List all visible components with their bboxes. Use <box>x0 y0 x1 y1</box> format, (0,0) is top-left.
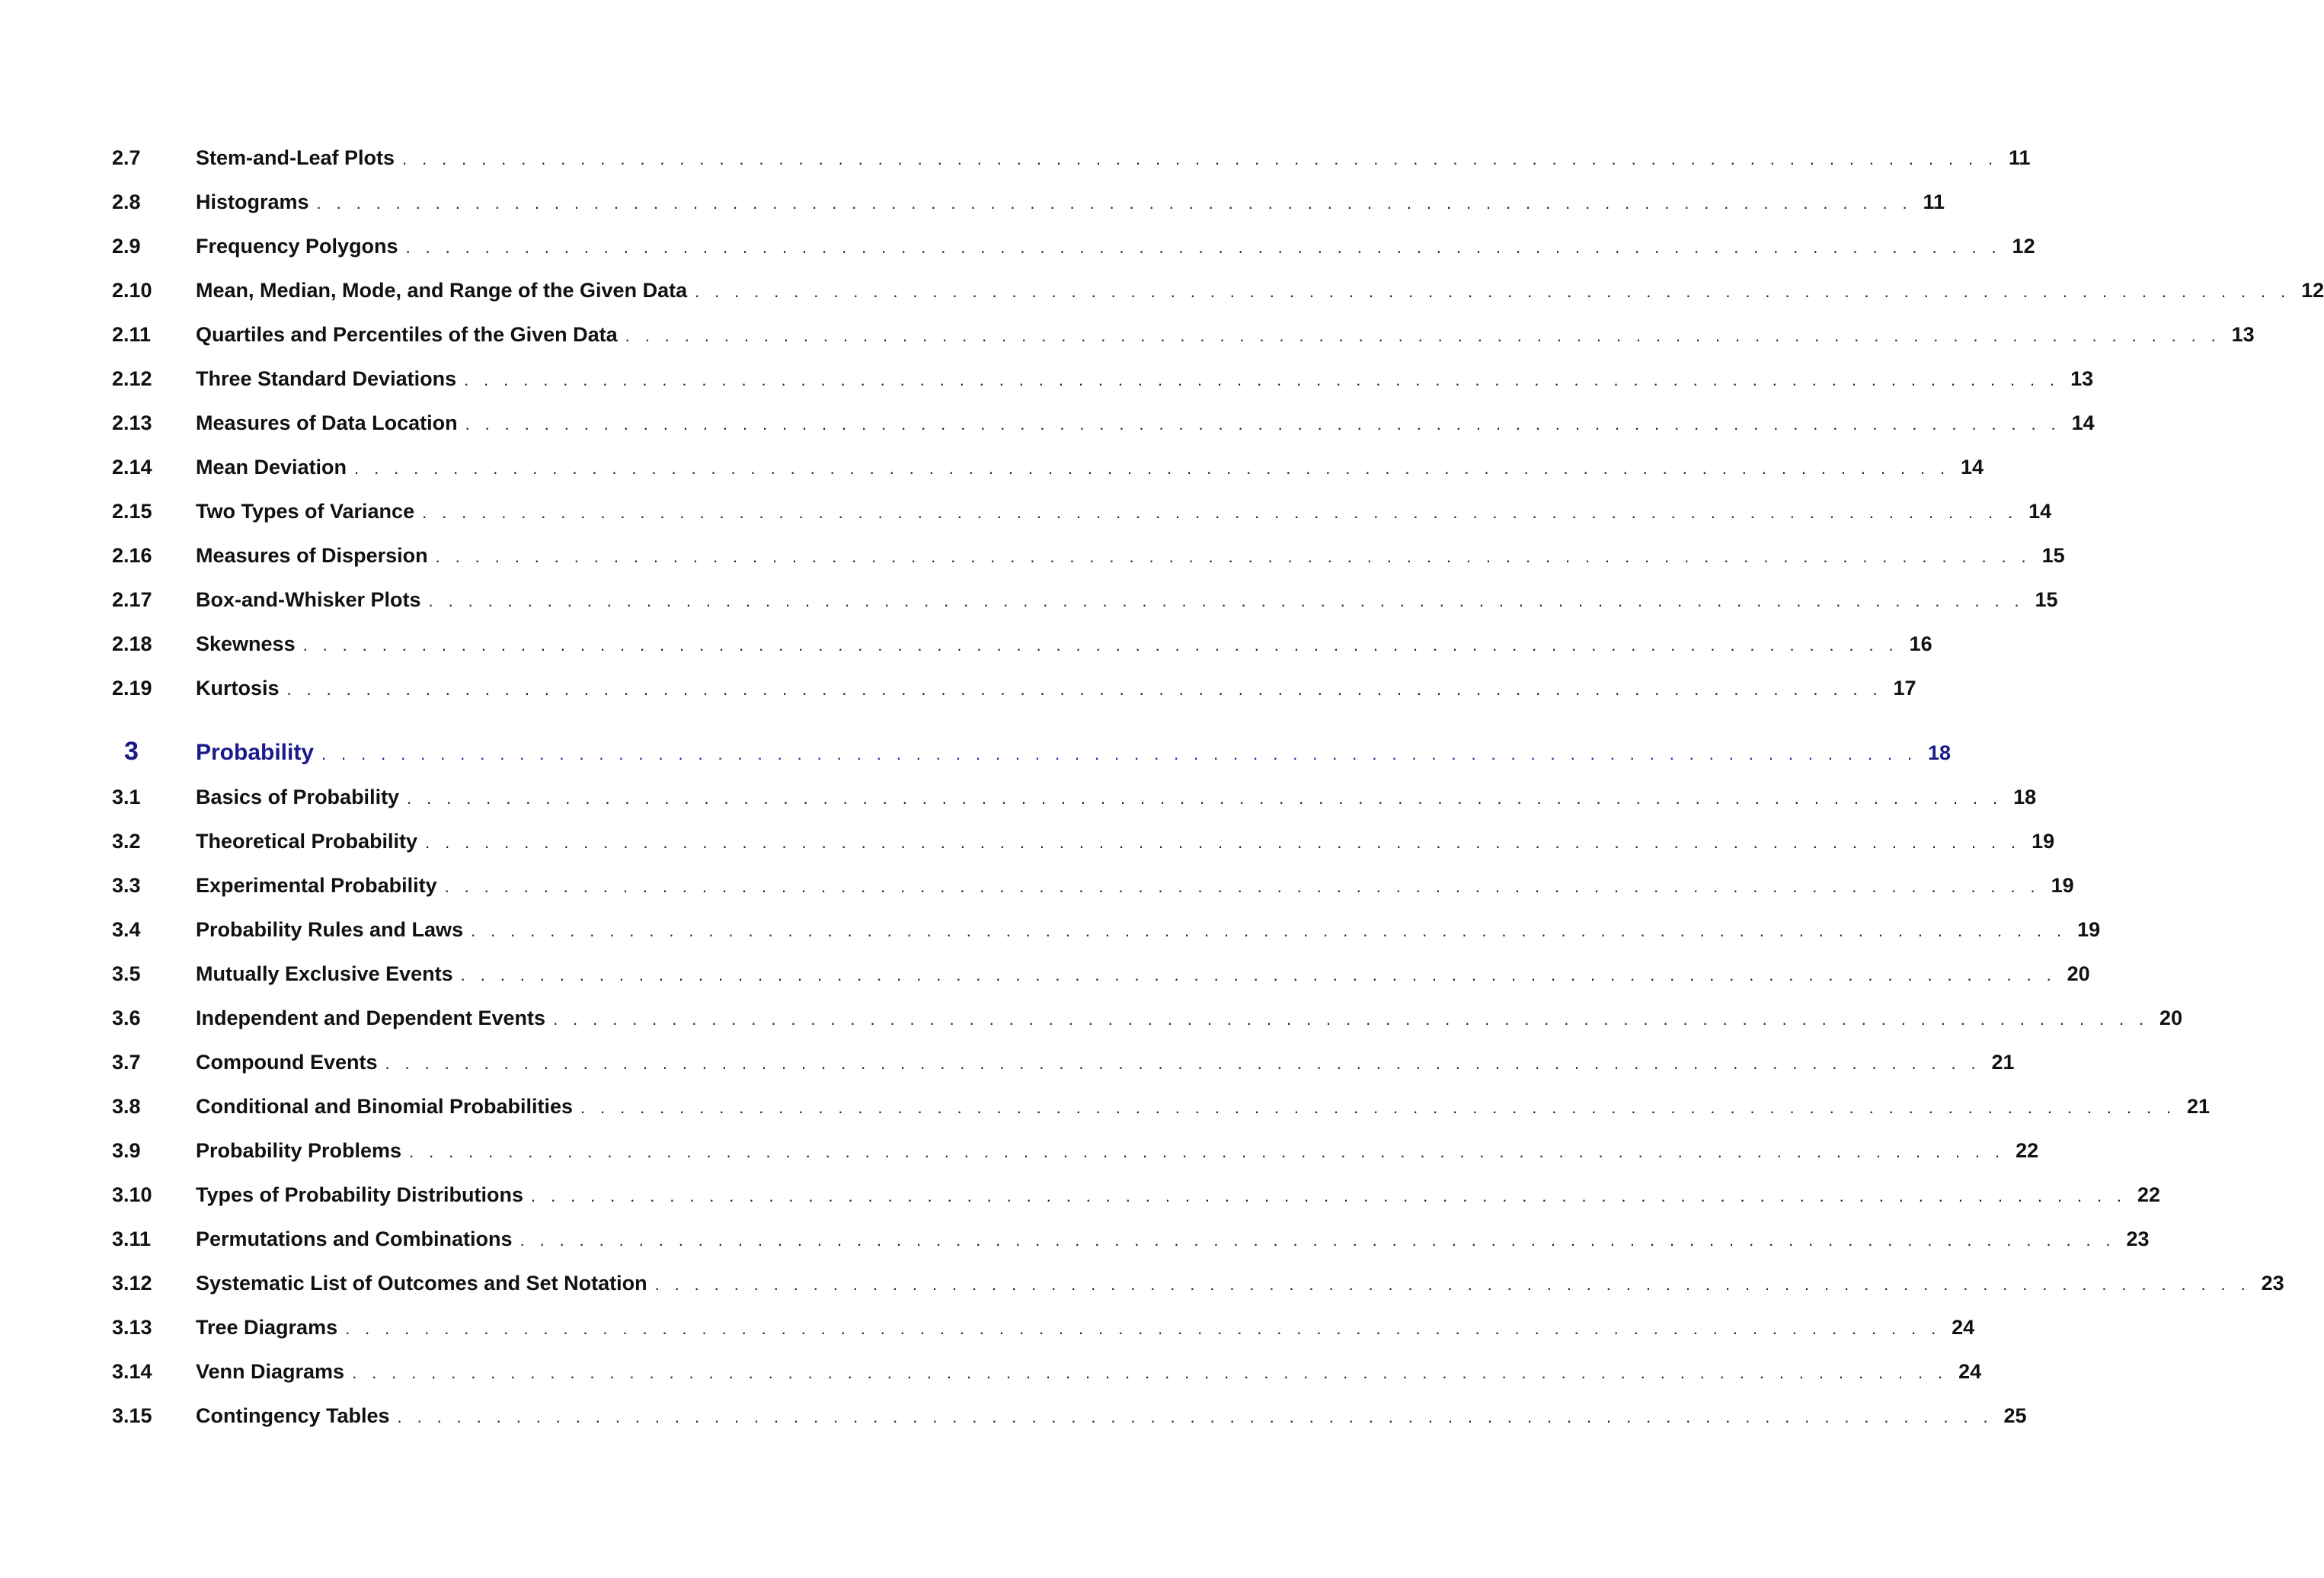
toc-entry[interactable] <box>112 363 2094 394</box>
section-title: Basics of Probability <box>196 786 400 808</box>
section-title: Systematic List of Outcomes and Set Notation <box>196 1272 647 1295</box>
page-number: 21 <box>2187 1095 2211 1118</box>
page-number: 11 <box>2009 146 2031 169</box>
toc-entry[interactable] <box>112 1003 2183 1033</box>
dot-leader: . . . . . . . . . . . . . . . . . . . . . . . . . . . . . . . . . . . . . . . . . . . . . . . . . . . . . . . . . . . . . . . . . . . . . . . . . . . . . . . . . <box>402 149 1999 168</box>
toc-entry[interactable] <box>112 1268 2284 1298</box>
dot-leader: . . . . . . . . . . . . . . . . . . . . . . . . . . . . . . . . . . . . . . . . . . . . . . . . . . . . . . . . . . . . . . . . . . . . . . . . . . . . . . . . . <box>286 680 1883 699</box>
dot-leader: . . . . . . . . . . . . . . . . . . . . . . . . . . . . . . . . . . . . . . . . . . . . . . . . . . . . . . . . . . . . . . . . . . . . . . . . . . . . . . . . . <box>460 965 2057 984</box>
section-number: 2.18 <box>112 632 152 655</box>
section-title: Compound Events <box>196 1051 378 1074</box>
section-title: Theoretical Probability <box>196 830 418 853</box>
section-title: Measures of Dispersion <box>196 544 428 567</box>
section-number: 2.8 <box>112 190 141 213</box>
section-number: 3.13 <box>112 1316 152 1339</box>
section-title: Contingency Tables <box>196 1404 390 1427</box>
dot-leader: . . . . . . . . . . . . . . . . . . . . . . . . . . . . . . . . . . . . . . . . . . . . . . . . . . . . . . . . . . . . . . . . . . . . . . . . . . . . . . . . . <box>428 591 2025 610</box>
dot-leader: . . . . . . . . . . . . . . . . . . . . . . . . . . . . . . . . . . . . . . . . . . . . . . . . . . . . . . . . . . . . . . . . . . . . . . . . . . . . . . . . . <box>354 459 1951 478</box>
toc-entry[interactable] <box>112 142 2031 173</box>
section-number: 3.10 <box>112 1183 152 1206</box>
toc-entry[interactable] <box>112 1224 2150 1254</box>
page-number: 24 <box>1958 1360 1982 1383</box>
toc-entry[interactable] <box>112 1356 1982 1387</box>
section-number: 3.15 <box>112 1404 152 1427</box>
toc-entry[interactable] <box>112 782 2037 812</box>
toc-entry[interactable] <box>112 584 2058 615</box>
page-number: 17 <box>1893 677 1916 699</box>
page-number: 23 <box>2261 1272 2284 1295</box>
toc-entry[interactable] <box>112 1179 2161 1210</box>
section-title: Histograms <box>196 190 309 213</box>
page-number: 15 <box>2035 588 2058 611</box>
section-title: Probability Rules and Laws <box>196 918 464 941</box>
section-number: 2.11 <box>112 323 152 346</box>
dot-leader: . . . . . . . . . . . . . . . . . . . . . . . . . . . . . . . . . . . . . . . . . . . . . . . . . . . . . . . . . . . . . . . . . . . . . . . . . . . . . . . . . <box>425 833 2022 852</box>
section-number: 2.16 <box>112 544 152 567</box>
section-title: Mutually Exclusive Events <box>196 962 453 985</box>
toc-entry[interactable] <box>112 1400 2027 1431</box>
section-title: Experimental Probability <box>196 874 437 897</box>
toc-entry[interactable] <box>112 540 2065 571</box>
dot-leader: . . . . . . . . . . . . . . . . . . . . . . . . . . . . . . . . . . . . . . . . . . . . . . . . . . . . . . . . . . . . . . . . . . . . . . . . . . . . . . . . . <box>625 326 2221 345</box>
dot-leader: . . . . . . . . . . . . . . . . . . . . . . . . . . . . . . . . . . . . . . . . . . . . . . . . . . . . . . . . . . . . . . . . . . . . . . . . . . . . . . . . . <box>444 877 2041 896</box>
page-number: 25 <box>2003 1404 2027 1427</box>
section-number: 2.14 <box>112 456 152 479</box>
page-number: 14 <box>2071 411 2095 434</box>
toc-entry[interactable] <box>112 629 1932 659</box>
dot-leader: . . . . . . . . . . . . . . . . . . . . . . . . . . . . . . . . . . . . . . . . . . . . . . . . . . . . . . . . . . . . . . . . . . . . . . . . . . . . . . . . . <box>464 370 2060 389</box>
dot-leader: . . . . . . . . . . . . . . . . . . . . . . . . . . . . . . . . . . . . . . . . . . . . . . . . . . . . . . . . . . . . . . . . . . . . . . . . . . . . . . . . . <box>409 1142 2006 1161</box>
section-number: 3.9 <box>112 1139 141 1162</box>
dot-leader: . . . . . . . . . . . . . . . . . . . . . . . . . . . . . . . . . . . . . . . . . . . . . . . . . . . . . . . . . . . . . . . . . . . . . . . . . . . . . . . . . <box>695 282 2291 301</box>
section-number: 3.14 <box>112 1360 152 1383</box>
section-title: Frequency Polygons <box>196 235 398 258</box>
page-number: 18 <box>2013 786 2037 808</box>
section-title: Box-and-Whisker Plots <box>196 588 421 611</box>
dot-leader: . . . . . . . . . . . . . . . . . . . . . . . . . . . . . . . . . . . . . . . . . . . . . . . . . . . . . . . . . . . . . . . . . . . . . . . . . . . . . . . . . <box>397 1407 1993 1426</box>
toc-entry[interactable] <box>112 1135 2039 1166</box>
page-number: 19 <box>2077 918 2101 941</box>
toc-entry[interactable] <box>112 319 2255 350</box>
page-number: 13 <box>2070 367 2094 390</box>
toc-entry[interactable] <box>112 408 2095 438</box>
section-number: 3.3 <box>112 874 141 897</box>
toc-entry[interactable] <box>112 870 2074 901</box>
toc-entry[interactable] <box>112 673 1916 703</box>
section-title: Conditional and Binomial Probabilities <box>196 1095 574 1118</box>
section-title: Quartiles and Percentiles of the Given Data <box>196 323 618 346</box>
section-number: 3.2 <box>112 830 141 853</box>
section-title: Stem-and-Leaf Plots <box>196 146 395 169</box>
dot-leader: . . . . . . . . . . . . . . . . . . . . . . . . . . . . . . . . . . . . . . . . . . . . . . . . . . . . . . . . . . . . . . . . . . . . . . . . . . . . . . . . . <box>316 194 1913 213</box>
dot-leader: . . . . . . . . . . . . . . . . . . . . . . . . . . . . . . . . . . . . . . . . . . . . . . . . . . . . . . . . . . . . . . . . . . . . . . . . . . . . . . . . . <box>553 1010 2150 1029</box>
page-number: 14 <box>1961 456 1984 479</box>
section-number: 2.15 <box>112 500 152 523</box>
section-number: 3.6 <box>112 1007 141 1029</box>
dot-leader: . . . . . . . . . . . . . . . . . . . . . . . . . . . . . . . . . . . . . . . . . . . . . . . . . . . . . . . . . . . . . . . . . . . . . . . . . . . . . . . . . <box>352 1363 1948 1382</box>
chapter-title: Probability <box>196 740 315 765</box>
section-title: Kurtosis <box>196 677 280 699</box>
section-number: 2.7 <box>112 146 141 169</box>
section-number: 2.10 <box>112 279 152 302</box>
toc-entry[interactable] <box>112 1312 1975 1343</box>
section-title: Skewness <box>196 632 296 655</box>
table-of-contents <box>112 0 2324 1578</box>
page-number: 21 <box>1991 1051 2015 1074</box>
dot-leader: . . . . . . . . . . . . . . . . . . . . . . . . . . . . . . . . . . . . . . . . . . . . . . . . . . . . . . . . . . . . . . . . . . . . . . . . . . . . . . . . . <box>435 547 2032 566</box>
section-title: Three Standard Deviations <box>196 367 457 390</box>
section-number: 2.13 <box>112 411 152 434</box>
page-number: 22 <box>2016 1139 2039 1162</box>
page-number: 20 <box>2067 962 2090 985</box>
page-number: 20 <box>2159 1007 2183 1029</box>
toc-entry[interactable] <box>112 959 2090 989</box>
dot-leader: . . . . . . . . . . . . . . . . . . . . . . . . . . . . . . . . . . . . . . . . . . . . . . . . . . . . . . . . . . . . . . . . . . . . . . . . . . . . . . . . . <box>405 238 2002 257</box>
dot-leader: . . . . . . . . . . . . . . . . . . . . . . . . . . . . . . . . . . . . . . . . . . . . . . . . . . . . . . . . . . . . . . . . . . . . . . . . . . . . . . . . . <box>385 1054 1981 1073</box>
toc-entry[interactable] <box>112 187 1945 217</box>
dot-leader: . . . . . . . . . . . . . . . . . . . . . . . . . . . . . . . . . . . . . . . . . . . . . . . . . . . . . . . . . . . . . . . . . . . . . . . . . . . . . . . . . <box>580 1098 2177 1117</box>
chapter-number: 3 <box>124 737 139 766</box>
dot-leader: . . . . . . . . . . . . . . . . . . . . . . . . . . . . . . . . . . . . . . . . . . . . . . . . . . . . . . . . . . . . . . . . . . . . . . . . . . . . . . . . . <box>407 789 2003 808</box>
dot-leader: . . . . . . . . . . . . . . . . . . . . . . . . . . . . . . . . . . . . . . . . . . . . . . . . . . . . . . . . . . . . . . . . . . . . . . . . . . . . . . . . . <box>471 921 2067 940</box>
section-number: 3.11 <box>112 1228 152 1250</box>
toc-entry[interactable] <box>112 452 1984 482</box>
page-number: 13 <box>2231 323 2255 346</box>
toc-entry[interactable] <box>112 914 2101 945</box>
section-number: 2.12 <box>112 367 152 390</box>
page-number: 19 <box>2032 830 2055 853</box>
section-title: Mean, Median, Mode, and Range of the Given Data <box>196 279 688 302</box>
dot-leader: . . . . . . . . . . . . . . . . . . . . . . . . . . . . . . . . . . . . . . . . . . . . . . . . . . . . . . . . . . . . . . . . . . . . . . . . . . . . . . . . . <box>465 415 2061 434</box>
toc-entry[interactable] <box>112 826 2055 856</box>
section-number: 2.19 <box>112 677 152 699</box>
section-title: Mean Deviation <box>196 456 347 479</box>
section-title: Types of Probability Distributions <box>196 1183 524 1206</box>
dot-leader: . . . . . . . . . . . . . . . . . . . . . . . . . . . . . . . . . . . . . . . . . . . . . . . . . . . . . . . . . . . . . . . . . . . . . . . . . . . . . . . . . <box>519 1231 2116 1250</box>
page-number: 15 <box>2041 544 2065 567</box>
page-number: 16 <box>1909 632 1932 655</box>
toc-entry[interactable] <box>112 275 2324 306</box>
toc-entry[interactable] <box>112 1047 2015 1077</box>
section-number: 3.4 <box>112 918 141 941</box>
section-title: Venn Diagrams <box>196 1360 345 1383</box>
page-number: 11 <box>1923 190 1945 213</box>
section-number: 2.17 <box>112 588 152 611</box>
toc-chapter-entry[interactable] <box>112 733 1952 770</box>
page-number: 22 <box>2137 1183 2161 1206</box>
dot-leader: . . . . . . . . . . . . . . . . . . . . . . . . . . . . . . . . . . . . . . . . . . . . . . . . . . . . . . . . . . . . . . . . . . . . . . . . . . . . . . . . . <box>531 1186 2127 1205</box>
section-number: 3.8 <box>112 1095 141 1118</box>
page-number: 23 <box>2126 1228 2150 1250</box>
dot-leader: . . . . . . . . . . . . . . . . . . . . . . . . . . . . . . . . . . . . . . . . . . . . . . . . . . . . . . . . . . . . . . . . . . . . . . . . . . . . . . . . . <box>321 744 1918 763</box>
section-number: 3.7 <box>112 1051 141 1074</box>
section-number: 3.12 <box>112 1272 152 1295</box>
section-title: Measures of Data Location <box>196 411 458 434</box>
page-number: 12 <box>2012 235 2035 258</box>
toc-entry[interactable] <box>112 231 2035 261</box>
section-title: Probability Problems <box>196 1139 402 1162</box>
dot-leader: . . . . . . . . . . . . . . . . . . . . . . . . . . . . . . . . . . . . . . . . . . . . . . . . . . . . . . . . . . . . . . . . . . . . . . . . . . . . . . . . . <box>302 635 1899 655</box>
section-number: 3.5 <box>112 962 141 985</box>
page-number: 19 <box>2051 874 2074 897</box>
dot-leader: . . . . . . . . . . . . . . . . . . . . . . . . . . . . . . . . . . . . . . . . . . . . . . . . . . . . . . . . . . . . . . . . . . . . . . . . . . . . . . . . . <box>654 1275 2251 1294</box>
toc-entry[interactable] <box>112 496 2052 527</box>
section-title: Independent and Dependent Events <box>196 1007 546 1029</box>
section-title: Tree Diagrams <box>196 1316 338 1339</box>
section-title: Permutations and Combinations <box>196 1228 513 1250</box>
dot-leader: . . . . . . . . . . . . . . . . . . . . . . . . . . . . . . . . . . . . . . . . . . . . . . . . . . . . . . . . . . . . . . . . . . . . . . . . . . . . . . . . . <box>422 503 2019 522</box>
dot-leader: . . . . . . . . . . . . . . . . . . . . . . . . . . . . . . . . . . . . . . . . . . . . . . . . . . . . . . . . . . . . . . . . . . . . . . . . . . . . . . . . . <box>345 1319 1942 1338</box>
chapter-page-number: 18 <box>1928 741 1952 764</box>
toc-entry[interactable] <box>112 1091 2211 1122</box>
section-number: 2.9 <box>112 235 141 258</box>
page-number: 24 <box>1952 1316 1975 1339</box>
page-number: 14 <box>2028 500 2052 523</box>
section-number: 3.1 <box>112 786 141 808</box>
section-title: Two Types of Variance <box>196 500 415 523</box>
page-number: 12 <box>2301 279 2324 302</box>
